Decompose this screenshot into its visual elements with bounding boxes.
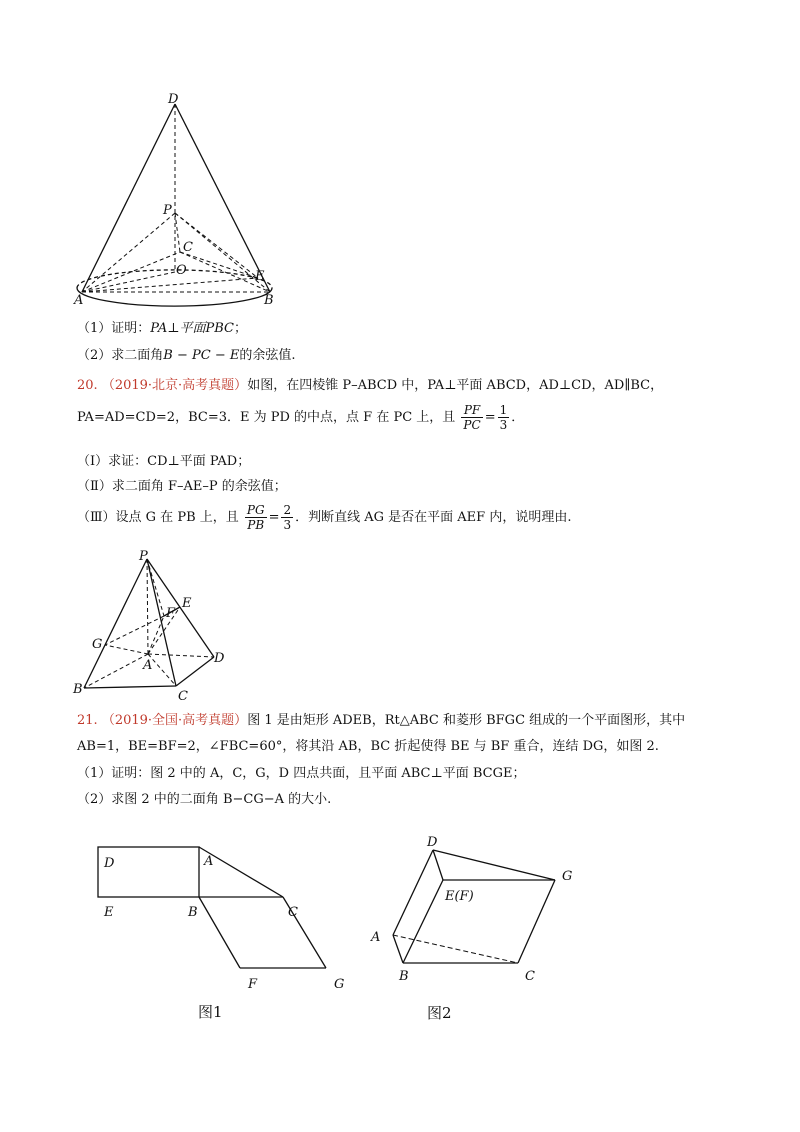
edge-DA xyxy=(393,850,433,935)
q20-stem-text2: PA=AD=CD=2，BC=3．E 为 PD 的中点，点 F 在 PC 上，且 xyxy=(77,410,456,425)
edge-PF xyxy=(147,559,164,616)
edge-CD xyxy=(176,657,214,686)
edge-AB xyxy=(84,654,148,688)
q19-item1-suffix: ； xyxy=(233,321,247,336)
edge-AB xyxy=(393,935,403,963)
label-D: D xyxy=(214,651,225,666)
q21-source: （2019·全国·高考真题） xyxy=(101,713,248,728)
q21-item2: （2）求图 2 中的二面角 B−CG−A 的大小. xyxy=(77,792,332,807)
q19-item2-prefix: （2）求二面角 xyxy=(77,348,164,363)
figure-1-caption: 图1 xyxy=(198,1003,223,1021)
label-O: O xyxy=(176,263,187,278)
q20-stem-line1 xyxy=(77,377,663,395)
label-EF: E(F) xyxy=(445,889,474,904)
edge-DG xyxy=(433,850,555,880)
edge-AG xyxy=(105,645,148,654)
label-C: C xyxy=(525,969,535,984)
label-B: B xyxy=(264,293,274,308)
q20-item3-b: ．判断直线 AG 是否在平面 AEF 内，说明理由. xyxy=(295,510,572,525)
q20-stem-text1: 如图，在四棱锥 P–ABCD 中，PA⊥平面 ABCD，AD⊥CD，AD∥BC， xyxy=(247,378,664,393)
edge-FG xyxy=(105,616,164,645)
q20-fraction-one-third xyxy=(498,403,510,432)
label-D: D xyxy=(104,856,115,871)
pyramid-figure xyxy=(68,545,238,705)
label-C: C xyxy=(288,905,298,920)
q21-stem-line1 xyxy=(77,712,685,730)
label-D: D xyxy=(427,835,438,850)
label-E: E xyxy=(104,905,114,920)
q20-source: （2019·北京·高考真题） xyxy=(101,378,248,393)
edge-BC xyxy=(84,686,176,688)
label-C: C xyxy=(183,240,193,255)
label-F: F xyxy=(248,977,258,992)
edge-PA xyxy=(82,213,175,292)
q20-frac2-den: PB xyxy=(247,518,265,532)
cone-base-front xyxy=(77,288,272,306)
q20-frac2-val-den: 3 xyxy=(283,518,292,532)
q20-fraction-pg-pb xyxy=(245,503,267,532)
label-E: E xyxy=(255,269,265,284)
label-D: D xyxy=(168,92,179,107)
q21-stem-line2: AB=1，BE=BF=2，∠FBC=60°，将其沿 AB，BC 折起使得 BE 与 BF 重合，连结 DG，如图 2. xyxy=(77,739,659,754)
edge-GC xyxy=(518,880,555,963)
label-C: C xyxy=(178,689,188,704)
edge-AC xyxy=(82,252,180,292)
q20-frac1-eq: = xyxy=(484,410,496,425)
q21-stem-text1: 图 1 是由矩形 ADEB，Rt△ABC 和菱形 BFGC 组成的一个平面图形，其中 xyxy=(247,713,686,728)
edge-AE xyxy=(82,278,258,292)
q20-fraction-two-thirds xyxy=(281,503,293,532)
q20-item1: （Ⅰ）求证：CD⊥平面 PAD； xyxy=(77,454,251,469)
q20-stem-line2 xyxy=(77,402,524,434)
figure-1 xyxy=(90,835,370,1030)
cone-figure xyxy=(60,90,290,315)
q20-item2: （Ⅱ）求二面角 F–AE–P 的余弦值； xyxy=(77,479,287,494)
edge-DE xyxy=(433,850,443,880)
q20-frac2-eq: = xyxy=(268,510,280,525)
edge-EB xyxy=(403,880,443,963)
label-A: A xyxy=(204,854,214,869)
label-A: A xyxy=(74,293,84,308)
q20-frac1-val-num: 1 xyxy=(499,403,508,417)
q20-item3-a: （Ⅲ）设点 G 在 PB 上，且 xyxy=(77,510,239,525)
q20-frac1-den: PC xyxy=(463,418,481,432)
q21-item1: （1）证明：图 2 中的 A，C，G，D 四点共面，且平面 ABC⊥平面 BCGE； xyxy=(77,766,526,781)
label-B: B xyxy=(73,682,83,697)
edge-AE xyxy=(148,607,180,654)
edge-AD xyxy=(148,654,214,657)
edge-AF xyxy=(148,616,164,654)
q19-item2 xyxy=(77,347,295,365)
edge-PA xyxy=(147,559,148,654)
label-B: B xyxy=(399,969,409,984)
label-A: A xyxy=(143,658,153,673)
edge-CE xyxy=(180,252,258,278)
figure-2-caption: 图2 xyxy=(427,1004,452,1022)
q20-stem-end: ． xyxy=(511,410,525,425)
q20-item3 xyxy=(77,502,571,534)
label-B: B xyxy=(188,905,198,920)
edge-AO xyxy=(82,272,175,292)
figure-2 xyxy=(365,830,585,1030)
q20-frac2-val-num: 2 xyxy=(283,503,292,517)
edge-PB xyxy=(84,559,147,688)
cone-edge-DB xyxy=(175,104,270,292)
label-P: P xyxy=(163,203,172,218)
q20-fraction-pf-pc xyxy=(461,403,482,432)
q19-item1-prefix: （1）证明： xyxy=(77,321,151,336)
label-G: G xyxy=(92,637,103,652)
label-E: E xyxy=(182,596,192,611)
edge-PD xyxy=(147,559,214,657)
label-G: G xyxy=(334,977,345,992)
q19-item1-math: PA⊥平面PBC xyxy=(150,321,234,336)
label-P: P xyxy=(139,549,148,564)
q19-item2-math: B − PC − E xyxy=(163,348,240,363)
q19-item1 xyxy=(77,320,247,338)
edge-BF xyxy=(199,897,240,968)
q20-frac1-val-den: 3 xyxy=(499,418,508,432)
rectangle-ADEB xyxy=(98,847,199,897)
q20-frac1-num: PF xyxy=(461,403,482,418)
q19-item2-suffix: 的余弦值. xyxy=(239,348,296,363)
edge-PC xyxy=(175,213,180,252)
q20-frac2-num: PG xyxy=(246,503,265,517)
q20-number: 20. xyxy=(77,378,98,393)
label-A: A xyxy=(371,930,381,945)
cone-edge-DA xyxy=(82,104,175,292)
edge-AC xyxy=(393,935,518,963)
label-G: G xyxy=(562,869,573,884)
q21-number: 21. xyxy=(77,713,98,728)
label-F: F xyxy=(166,606,176,621)
